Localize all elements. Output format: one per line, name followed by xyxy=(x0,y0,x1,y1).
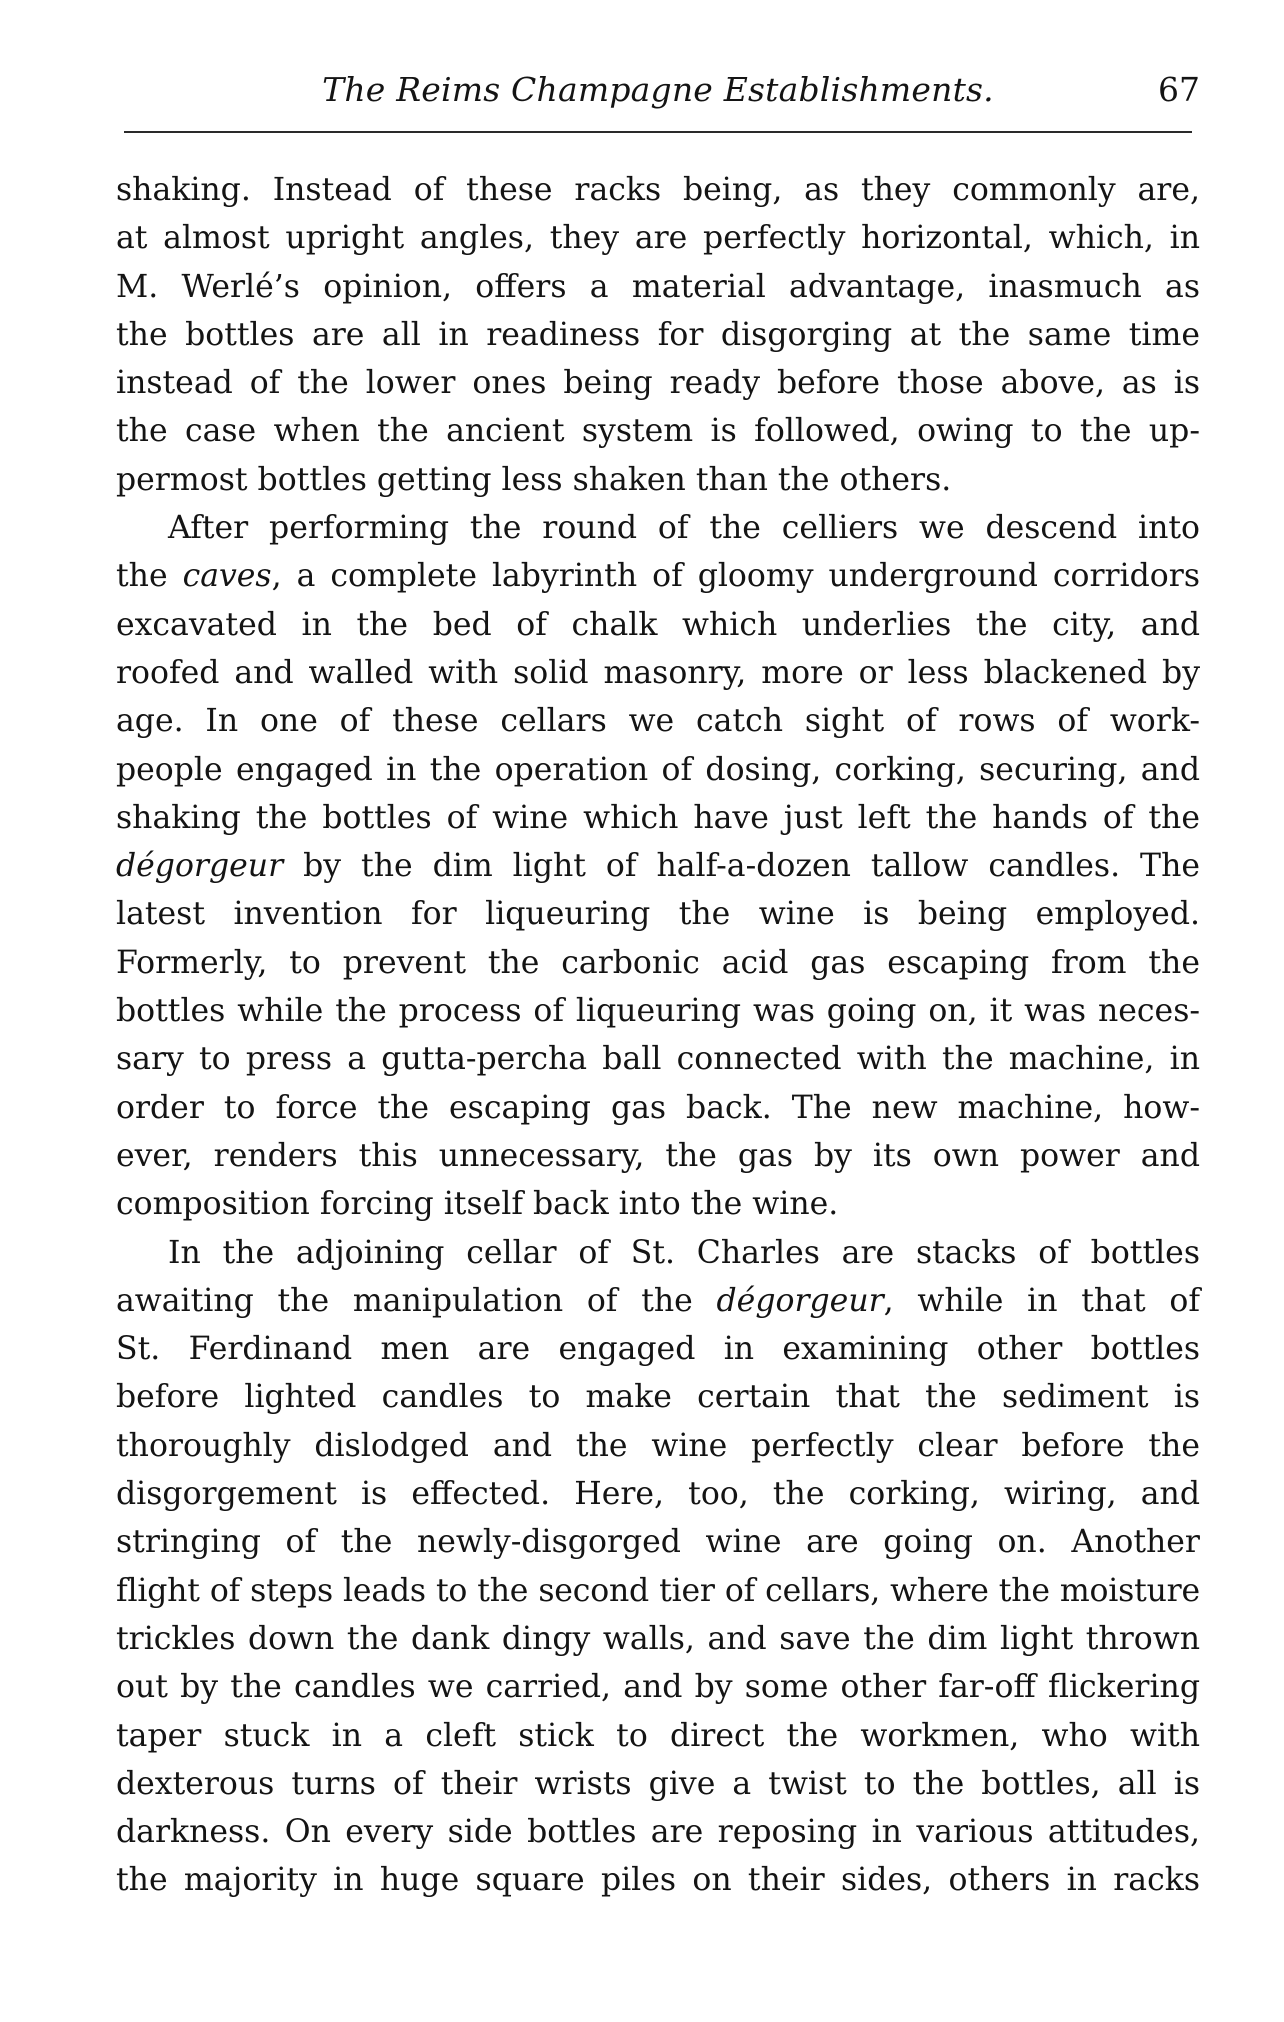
text-line: the case when the ancient system is followed, owing to the up- xyxy=(116,413,1200,450)
paragraph xyxy=(116,504,1200,1228)
text-line: excavated in the bed of chalk which underlies the city, and xyxy=(116,606,1200,643)
text-line: sary to press a gutta-percha ball connected with the machine, in xyxy=(116,1041,1200,1078)
text-line: order to force the escaping gas back. The new machine, how- xyxy=(116,1089,1200,1126)
text-line: dégorgeur by the dim light of half-a-dozen tallow candles. The xyxy=(116,848,1200,885)
paragraph xyxy=(116,166,1200,504)
text-line: darkness. On every side bottles are reposing in various attitudes, xyxy=(116,1814,1200,1851)
text-line: permost bottles getting less shaken than the others. xyxy=(116,461,952,498)
running-header xyxy=(116,64,1200,116)
text-line: trickles down the dank dingy walls, and save the dim light thrown xyxy=(116,1620,1200,1657)
paragraph xyxy=(116,1229,1200,1905)
text-line: shaking the bottles of wine which have just left the hands of the xyxy=(116,799,1200,836)
text-line: In the adjoining cellar of St. Charles are stacks of bottles xyxy=(168,1234,1200,1271)
running-title: The Reims Champagne Establishments. xyxy=(322,70,994,109)
text-line: After performing the round of the celliers we descend into xyxy=(168,510,1200,547)
text-line: at almost upright angles, they are perfectly horizontal, which, in xyxy=(116,220,1200,257)
text-line: instead of the lower ones being ready before those above, as is xyxy=(116,365,1200,402)
text-line: shaking. Instead of these racks being, as they commonly are, xyxy=(116,172,1200,208)
italic-term: dégorgeur xyxy=(116,848,284,885)
text-line: taper stuck in a cleft stick to direct the workmen, who with xyxy=(116,1717,1200,1754)
text-line: flight of steps leads to the second tier of cellars, where the moisture xyxy=(116,1572,1200,1609)
text-line: roofed and walled with solid masonry, more or less blackened by xyxy=(116,654,1200,691)
header-rule xyxy=(124,131,1192,133)
text-line: Formerly, to prevent the carbonic acid gas escaping from the xyxy=(116,944,1200,981)
text-line: out by the candles we carried, and by some other far-off flickering xyxy=(116,1669,1200,1706)
text-line: the caves, a complete labyrinth of gloomy underground corridors xyxy=(116,558,1200,595)
body-text xyxy=(116,166,1200,1905)
text-line: bottles while the process of liqueuring was going on, it was neces- xyxy=(116,993,1200,1030)
text-line: thoroughly dislodged and the wine perfectly clear before the xyxy=(116,1427,1200,1464)
text-line: the bottles are all in readiness for disgorging at the same time xyxy=(116,316,1200,353)
text-line: stringing of the newly-disgorged wine are going on. Another xyxy=(116,1524,1200,1561)
text-line: people engaged in the operation of dosing, corking, securing, and xyxy=(116,751,1200,788)
italic-term: caves xyxy=(182,558,272,595)
text-line: M. Werlé’s opinion, offers a material advantage, inasmuch as xyxy=(116,268,1200,305)
text-line: latest invention for liqueuring the wine is being employed. xyxy=(116,896,1200,933)
italic-term: dégorgeur xyxy=(716,1282,884,1319)
text-line: awaiting the manipulation of the dégorgeur, while in that of xyxy=(116,1282,1200,1319)
page-number: 67 xyxy=(1158,70,1200,109)
text-line: age. In one of these cellars we catch sight of rows of work- xyxy=(116,703,1200,740)
text-line: composition forcing itself back into the wine. xyxy=(116,1186,839,1223)
text-line: the majority in huge square piles on their sides, others in racks xyxy=(116,1862,1200,1899)
text-line: before lighted candles to make certain that the sediment is xyxy=(116,1379,1200,1416)
text-line: St. Ferdinand men are engaged in examining other bottles xyxy=(116,1331,1200,1368)
text-line: ever, renders this unnecessary, the gas by its own power and xyxy=(116,1137,1200,1174)
text-line: disgorgement is effected. Here, too, the corking, wiring, and xyxy=(116,1476,1200,1513)
text-line: dexterous turns of their wrists give a twist to the bottles, all is xyxy=(116,1765,1200,1802)
